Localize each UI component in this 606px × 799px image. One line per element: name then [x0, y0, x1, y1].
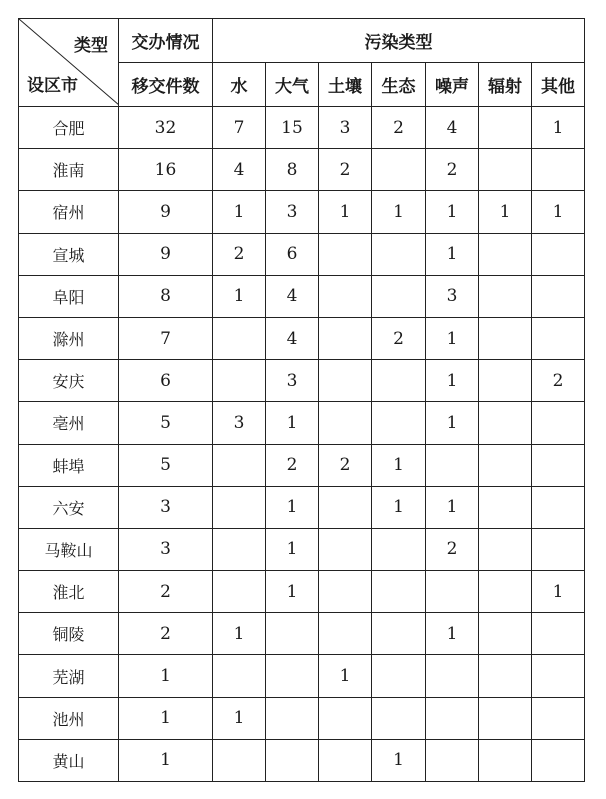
- transfer-count-cell: 8: [119, 275, 213, 317]
- pollution-value-cell: 2: [426, 528, 479, 570]
- city-cell: 蚌埠: [19, 444, 119, 486]
- city-cell: 芜湖: [19, 655, 119, 697]
- pollution-value-cell: 4: [213, 149, 266, 191]
- corner-header-city: 设区市: [27, 76, 78, 96]
- pollution-value-cell: [479, 739, 532, 781]
- pollution-value-cell: [479, 107, 532, 149]
- pollution-value-cell: [532, 613, 585, 655]
- pollution-value-cell: [479, 360, 532, 402]
- pollution-value-cell: 3: [319, 107, 372, 149]
- pollution-value-cell: 2: [319, 149, 372, 191]
- pollution-value-cell: 1: [266, 571, 319, 613]
- pollution-value-cell: [319, 275, 372, 317]
- pollution-value-cell: 1: [213, 191, 266, 233]
- pollution-value-cell: [372, 360, 426, 402]
- pollution-value-cell: [479, 486, 532, 528]
- pollution-value-cell: 1: [532, 107, 585, 149]
- table-row: [19, 317, 585, 359]
- pollution-value-cell: [479, 317, 532, 359]
- corner-header-type: 类型: [74, 36, 108, 56]
- transfer-count-cell: 1: [119, 655, 213, 697]
- pollution-type-header: 生态: [372, 63, 426, 107]
- pollution-value-cell: [213, 360, 266, 402]
- pollution-value-cell: 3: [266, 360, 319, 402]
- table-row: [19, 191, 585, 233]
- transfer-count-cell: 7: [119, 317, 213, 359]
- pollution-value-cell: [319, 528, 372, 570]
- city-cell: 宿州: [19, 191, 119, 233]
- table-row: [19, 107, 585, 149]
- city-cell: 黄山: [19, 739, 119, 781]
- pollution-value-cell: [213, 655, 266, 697]
- transfer-count-cell: 5: [119, 402, 213, 444]
- transfer-count-cell: 3: [119, 486, 213, 528]
- pollution-value-cell: 7: [213, 107, 266, 149]
- pollution-value-cell: 1: [213, 697, 266, 739]
- pollution-value-cell: [266, 613, 319, 655]
- pollution-value-cell: 1: [266, 402, 319, 444]
- pollution-value-cell: [319, 486, 372, 528]
- pollution-type-header: 土壤: [319, 63, 372, 107]
- city-cell: 池州: [19, 697, 119, 739]
- pollution-value-cell: [479, 613, 532, 655]
- pollution-value-cell: 1: [426, 233, 479, 275]
- pollution-value-cell: [372, 275, 426, 317]
- table-row: [19, 571, 585, 613]
- transfer-count-cell: 3: [119, 528, 213, 570]
- pollution-value-cell: 4: [266, 317, 319, 359]
- pollution-value-cell: 2: [319, 444, 372, 486]
- transfer-count-cell: 1: [119, 697, 213, 739]
- pollution-value-cell: [372, 402, 426, 444]
- table-row: [19, 613, 585, 655]
- pollution-value-cell: [532, 149, 585, 191]
- pollution-value-cell: [426, 697, 479, 739]
- pollution-value-cell: [479, 233, 532, 275]
- table-row: [19, 486, 585, 528]
- pollution-value-cell: [426, 739, 479, 781]
- pollution-value-cell: 1: [372, 444, 426, 486]
- transfer-count-cell: 9: [119, 233, 213, 275]
- table-row: [19, 360, 585, 402]
- transfer-group-header: 交办情况: [119, 19, 213, 63]
- pollution-value-cell: 2: [532, 360, 585, 402]
- pollution-value-cell: 15: [266, 107, 319, 149]
- pollution-value-cell: [532, 655, 585, 697]
- city-cell: 滁州: [19, 317, 119, 359]
- pollution-value-cell: 3: [266, 191, 319, 233]
- pollution-value-cell: 1: [266, 486, 319, 528]
- transfer-count-cell: 16: [119, 149, 213, 191]
- pollution-value-cell: [532, 486, 585, 528]
- pollution-value-cell: [213, 739, 266, 781]
- pollution-value-cell: [532, 275, 585, 317]
- city-cell: 淮南: [19, 149, 119, 191]
- pollution-value-cell: [213, 486, 266, 528]
- table-row: [19, 402, 585, 444]
- pollution-value-cell: [426, 655, 479, 697]
- pollution-value-cell: [372, 697, 426, 739]
- pollution-value-cell: [479, 655, 532, 697]
- pollution-value-cell: [266, 739, 319, 781]
- pollution-value-cell: 2: [266, 444, 319, 486]
- pollution-value-cell: [372, 613, 426, 655]
- pollution-value-cell: [213, 444, 266, 486]
- pollution-value-cell: [479, 275, 532, 317]
- pollution-value-cell: 3: [213, 402, 266, 444]
- city-cell: 安庆: [19, 360, 119, 402]
- pollution-value-cell: [372, 233, 426, 275]
- pollution-value-cell: [319, 613, 372, 655]
- pollution-value-cell: [532, 739, 585, 781]
- transfer-count-cell: 32: [119, 107, 213, 149]
- pollution-value-cell: [319, 360, 372, 402]
- pollution-value-cell: 1: [213, 613, 266, 655]
- city-cell: 合肥: [19, 107, 119, 149]
- pollution-value-cell: 2: [426, 149, 479, 191]
- transfer-count-cell: 6: [119, 360, 213, 402]
- pollution-value-cell: 1: [532, 571, 585, 613]
- pollution-value-cell: 4: [266, 275, 319, 317]
- pollution-value-cell: [426, 571, 479, 613]
- pollution-value-cell: [213, 528, 266, 570]
- city-cell: 亳州: [19, 402, 119, 444]
- pollution-value-cell: [532, 317, 585, 359]
- transfer-count-cell: 2: [119, 571, 213, 613]
- pollution-value-cell: [532, 402, 585, 444]
- table-row: [19, 149, 585, 191]
- pollution-transfer-table: [18, 18, 585, 782]
- transfer-count-cell: 1: [119, 739, 213, 781]
- pollution-value-cell: [319, 697, 372, 739]
- pollution-value-cell: [213, 571, 266, 613]
- city-cell: 淮北: [19, 571, 119, 613]
- pollution-value-cell: 3: [426, 275, 479, 317]
- pollution-value-cell: [213, 317, 266, 359]
- pollution-value-cell: 1: [426, 191, 479, 233]
- table-row: [19, 275, 585, 317]
- pollution-value-cell: 1: [426, 317, 479, 359]
- pollution-type-header: 其他: [532, 63, 585, 107]
- city-cell: 阜阳: [19, 275, 119, 317]
- pollution-value-cell: 1: [426, 360, 479, 402]
- pollution-value-cell: [372, 149, 426, 191]
- pollution-value-cell: [372, 655, 426, 697]
- pollution-value-cell: [532, 444, 585, 486]
- pollution-value-cell: 1: [532, 191, 585, 233]
- pollution-value-cell: 1: [372, 486, 426, 528]
- pollution-value-cell: [532, 697, 585, 739]
- pollution-value-cell: [372, 528, 426, 570]
- pollution-type-header: 辐射: [479, 63, 532, 107]
- pollution-value-cell: 8: [266, 149, 319, 191]
- pollution-value-cell: [319, 402, 372, 444]
- pollution-value-cell: [266, 697, 319, 739]
- pollution-group-header: 污染类型: [213, 19, 585, 63]
- pollution-value-cell: [479, 528, 532, 570]
- pollution-value-cell: 2: [372, 317, 426, 359]
- pollution-value-cell: [319, 739, 372, 781]
- pollution-value-cell: [479, 444, 532, 486]
- table-row: [19, 697, 585, 739]
- table-row: [19, 739, 585, 781]
- transfer-count-cell: 5: [119, 444, 213, 486]
- pollution-value-cell: [372, 571, 426, 613]
- pollution-value-cell: [479, 402, 532, 444]
- transfer-count-header: 移交件数: [119, 63, 213, 107]
- city-cell: 宣城: [19, 233, 119, 275]
- pollution-value-cell: [479, 697, 532, 739]
- pollution-type-header: 大气: [266, 63, 319, 107]
- pollution-value-cell: 1: [372, 739, 426, 781]
- pollution-value-cell: 1: [319, 655, 372, 697]
- pollution-value-cell: [266, 655, 319, 697]
- pollution-value-cell: 1: [426, 486, 479, 528]
- pollution-value-cell: 1: [213, 275, 266, 317]
- pollution-value-cell: 4: [426, 107, 479, 149]
- city-cell: 马鞍山: [19, 528, 119, 570]
- pollution-value-cell: 1: [426, 613, 479, 655]
- table-row: [19, 655, 585, 697]
- pollution-value-cell: 1: [372, 191, 426, 233]
- table-row: [19, 528, 585, 570]
- pollution-value-cell: 1: [479, 191, 532, 233]
- pollution-value-cell: [532, 528, 585, 570]
- pollution-value-cell: [319, 233, 372, 275]
- pollution-value-cell: 1: [319, 191, 372, 233]
- transfer-count-cell: 9: [119, 191, 213, 233]
- pollution-value-cell: [319, 571, 372, 613]
- pollution-value-cell: [479, 149, 532, 191]
- pollution-value-cell: 1: [426, 402, 479, 444]
- table-row: [19, 233, 585, 275]
- pollution-value-cell: 6: [266, 233, 319, 275]
- corner-header-cell: [19, 19, 119, 107]
- city-cell: 六安: [19, 486, 119, 528]
- pollution-value-cell: [319, 317, 372, 359]
- pollution-type-header: 噪声: [426, 63, 479, 107]
- pollution-value-cell: 2: [213, 233, 266, 275]
- pollution-value-cell: 1: [266, 528, 319, 570]
- pollution-type-header: 水: [213, 63, 266, 107]
- pollution-value-cell: [532, 233, 585, 275]
- city-cell: 铜陵: [19, 613, 119, 655]
- pollution-value-cell: [479, 571, 532, 613]
- pollution-value-cell: [426, 444, 479, 486]
- transfer-count-cell: 2: [119, 613, 213, 655]
- pollution-value-cell: 2: [372, 107, 426, 149]
- table-row: [19, 444, 585, 486]
